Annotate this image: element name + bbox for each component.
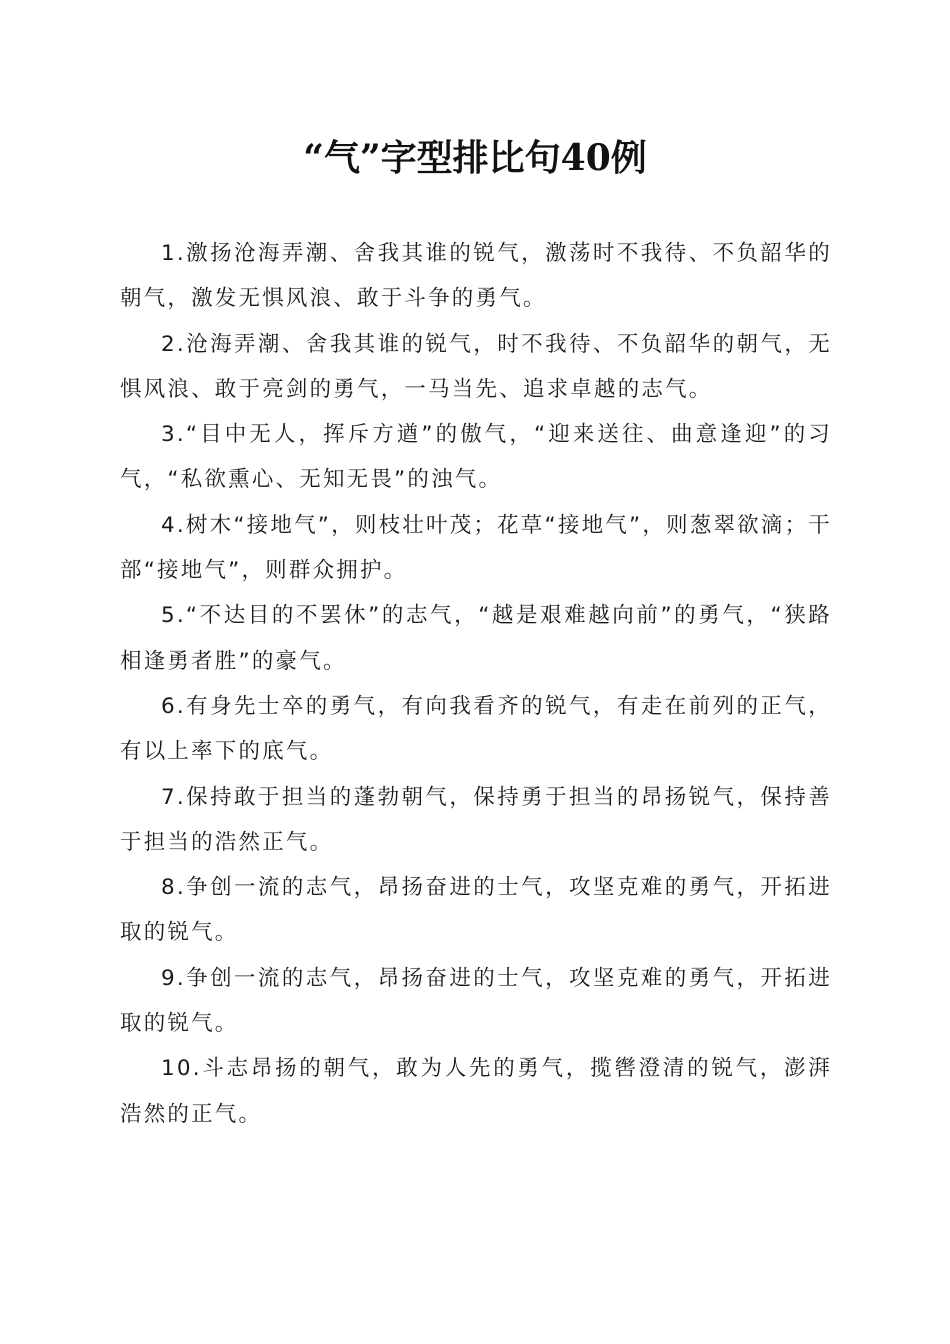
- paragraph-3: 3.“目中无人，挥斥方遒”的傲气，“迎来送往、曲意逢迎”的习气，“私欲熏心、无知无畏”的浊气。: [120, 422, 832, 493]
- paragraph-5: 5.“不达目的不罢休”的志气，“越是艰难越向前”的勇气，“狭路相逢勇者胜”的豪气。: [120, 603, 832, 674]
- paragraph-10: 10.斗志昂扬的朝气，敢为人先的勇气，揽辔澄清的锐气，澎湃浩然的正气。: [120, 1056, 832, 1127]
- paragraph-1: 1.激扬沧海弄潮、舍我其谁的锐气，激荡时不我待、不负韶华的朝气，激发无惧风浪、敢于斗争的勇气。: [120, 241, 832, 312]
- paragraph-7: 7.保持敢于担当的蓬勃朝气，保持勇于担当的昂扬锐气，保持善于担当的浩然正气。: [120, 784, 832, 855]
- paragraph-8: 8.争创一流的志气，昂扬奋进的士气，攻坚克难的勇气，开拓进取的锐气。: [120, 875, 832, 946]
- document-body: [120, 231, 832, 1137]
- paragraph-6: 6.有身先士卒的勇气，有向我看齐的锐气，有走在前列的正气，有以上率下的底气。: [120, 693, 832, 765]
- document-title: “气”字型排比句40例: [303, 137, 647, 179]
- paragraph-9: 9.争创一流的志气，昂扬奋进的士气，攻坚克难的勇气，开拓进取的锐气。: [120, 965, 832, 1037]
- paragraph-4: 4.树木“接地气”，则枝壮叶茂；花草“接地气”，则葱翠欲滴；干部“接地气”，则群众拥护。: [120, 512, 832, 584]
- paragraph-2: 2.沧海弄潮、舍我其谁的锐气，时不我待、不负韶华的朝气，无惧风浪、敢于亮剑的勇气，一马当先、追求卓越的志气。: [120, 331, 832, 402]
